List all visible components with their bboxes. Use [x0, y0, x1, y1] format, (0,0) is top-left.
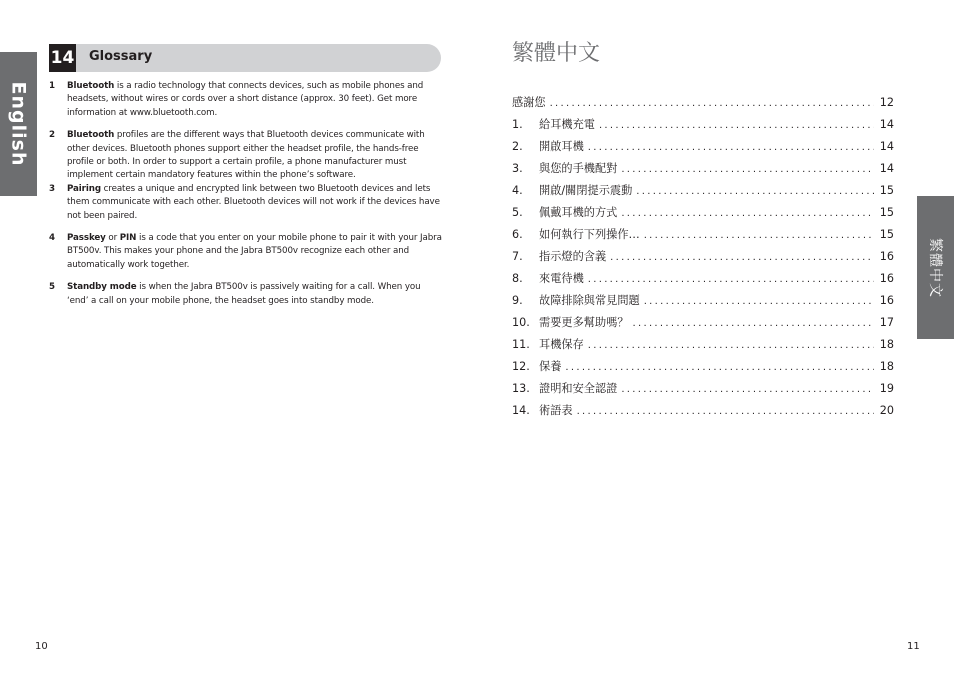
toc-entry-number: 3.	[512, 162, 523, 175]
glossary-term: Standby mode	[67, 282, 137, 293]
toc-entry-page: 19	[879, 382, 894, 395]
toc-entry[interactable]	[512, 202, 894, 224]
toc-entry-number: 10.	[512, 316, 530, 329]
toc-dot-leader	[644, 291, 874, 313]
toc-entry-title: 指示燈的含義	[539, 250, 607, 263]
language-tab-label: English	[7, 81, 30, 167]
toc-dot-leader	[633, 313, 874, 335]
toc-entry[interactable]	[512, 246, 894, 268]
glossary-term: PIN	[119, 233, 137, 244]
toc-entry-page: 12	[879, 96, 894, 109]
section-header	[49, 44, 441, 72]
toc-entry-title: 給耳機充電	[539, 118, 595, 131]
glossary-item	[49, 80, 443, 120]
glossary-item-number: 1	[49, 81, 55, 91]
toc-dot-leader	[550, 93, 874, 115]
toc-entry[interactable]	[512, 268, 894, 290]
toc-entry-number: 6.	[512, 228, 523, 241]
toc-dot-leader	[621, 379, 874, 401]
toc-entry-page: 18	[879, 360, 894, 373]
toc-entry-number: 12.	[512, 360, 530, 373]
toc-dot-leader	[610, 247, 874, 269]
glossary-definition: is a code that you enter on your mobile phone to pair it with your Jabra BT500v. This makes your phone and the Jabra BT500v recognize each other and automatically work together.	[67, 233, 442, 270]
toc-entry-title: 耳機保存	[539, 338, 584, 351]
toc-entry-page: 15	[879, 206, 894, 219]
toc-entry[interactable]	[512, 312, 894, 334]
toc-entry-title: 故障排除與常見問題	[539, 294, 640, 307]
toc-entry-number: 4.	[512, 184, 523, 197]
toc-dot-leader	[599, 115, 874, 137]
toc-entry[interactable]	[512, 290, 894, 312]
toc-entry-page: 15	[879, 228, 894, 241]
toc-entry-number: 1.	[512, 118, 523, 131]
section-number: 14	[49, 44, 76, 72]
toc-entry-number: 14.	[512, 404, 530, 417]
glossary-list	[49, 80, 443, 308]
glossary-item-number: 2	[49, 130, 55, 141]
toc-entry[interactable]	[512, 378, 894, 400]
toc-entry-number: 8.	[512, 272, 523, 285]
glossary-definition: is when the Jabra BT500v is passively waiting for a call. When you ‘end’ a call on your mobile phone, the headset goes into standby mode.	[67, 282, 421, 306]
toc-entry-number: 13.	[512, 382, 530, 395]
toc-entry[interactable]	[512, 158, 894, 180]
toc-dot-leader	[644, 225, 874, 247]
table-of-contents	[512, 92, 894, 422]
toc-entry-title: 術語表	[539, 404, 573, 417]
glossary-definition: is a radio technology that connects devices, such as mobile phones and headsets, without wires or cords over a short distance (approx. 30 feet). Get more information at www.bluetooth.com.	[67, 81, 424, 118]
toc-entry-title: 需要更多幫助嗎？	[539, 316, 629, 329]
glossary-term: Passkey	[67, 233, 106, 244]
toc-dot-leader	[565, 357, 874, 379]
toc-entry-page: 14	[879, 140, 894, 153]
toc-entry-title: 開啟耳機	[539, 140, 584, 153]
toc-entry-title: 佩戴耳機的方式	[539, 206, 618, 219]
toc-entry-page: 15	[879, 184, 894, 197]
toc-entry[interactable]	[512, 400, 894, 422]
glossary-item	[49, 183, 443, 223]
toc-dot-leader	[636, 181, 874, 203]
toc-entry-title: 保養	[539, 360, 562, 373]
toc-entry-title: 證明和安全認證	[539, 382, 618, 395]
toc-entry-page: 17	[879, 316, 894, 329]
glossary-item	[49, 232, 443, 272]
toc-entry-number: 9.	[512, 294, 523, 307]
toc-entry[interactable]	[512, 92, 894, 114]
glossary-definition: creates a unique and encrypted link between two Bluetooth devices and lets them communicate with each other. Bluetooth devices will not work if the devices have not been paired.	[67, 183, 440, 221]
toc-entry[interactable]	[512, 114, 894, 136]
toc-entry[interactable]	[512, 224, 894, 246]
glossary-connector: or	[105, 233, 120, 244]
toc-dot-leader	[621, 159, 874, 181]
glossary-term: Pairing	[67, 183, 101, 194]
toc-entry-title: 開啟/關閉提示震動	[539, 184, 633, 197]
toc-entry-number: 5.	[512, 206, 523, 219]
toc-entry-page: 16	[879, 250, 894, 263]
glossary-item-number: 5	[49, 282, 55, 293]
toc-entry-page: 16	[879, 294, 894, 307]
toc-entry-title: 與您的手機配對	[539, 162, 618, 175]
toc-entry-page: 18	[879, 338, 894, 351]
toc-entry-page: 14	[879, 162, 894, 175]
toc-entry[interactable]	[512, 356, 894, 378]
toc-entry-page: 20	[879, 404, 894, 417]
language-tab-chinese	[917, 196, 954, 339]
page-number-left: 10	[35, 641, 48, 652]
toc-entry-title: 感謝您	[512, 96, 546, 109]
toc-entry-number: 11.	[512, 338, 530, 351]
glossary-definition: profiles are the different ways that Bluetooth devices communicate with other devices. Bluetooth phones support either the headset profile, the hands-free profile or both. In order to support a certain profile, a phone manufacturer must implement certain mandatory features within the phone’s software.	[67, 130, 425, 181]
toc-entry[interactable]	[512, 334, 894, 356]
toc-entry[interactable]	[512, 180, 894, 202]
glossary-item-number: 4	[49, 233, 55, 244]
glossary-item	[49, 129, 443, 183]
glossary-item	[49, 281, 443, 308]
glossary-item-number: 3	[49, 183, 55, 194]
toc-entry-page: 16	[879, 272, 894, 285]
toc-dot-leader	[621, 203, 874, 225]
toc-title: 繁體中文	[512, 41, 601, 66]
toc-entry-number: 2.	[512, 140, 523, 153]
toc-entry[interactable]	[512, 136, 894, 158]
glossary-term: Bluetooth	[67, 130, 115, 141]
language-tab-english	[0, 52, 37, 196]
toc-dot-leader	[577, 401, 874, 423]
glossary-term: Bluetooth	[67, 81, 115, 91]
toc-dot-leader	[588, 137, 874, 159]
toc-dot-leader	[588, 269, 874, 291]
toc-entry-page: 14	[879, 118, 894, 131]
toc-entry-title: 如何執行下列操作…	[539, 228, 640, 241]
toc-entry-title: 來電待機	[539, 272, 584, 285]
section-title: Glossary	[89, 49, 153, 64]
toc-dot-leader	[588, 335, 874, 357]
toc-entry-number: 7.	[512, 250, 523, 263]
page-number-right: 11	[907, 641, 920, 652]
language-tab-label: 繁體中文	[926, 237, 943, 298]
